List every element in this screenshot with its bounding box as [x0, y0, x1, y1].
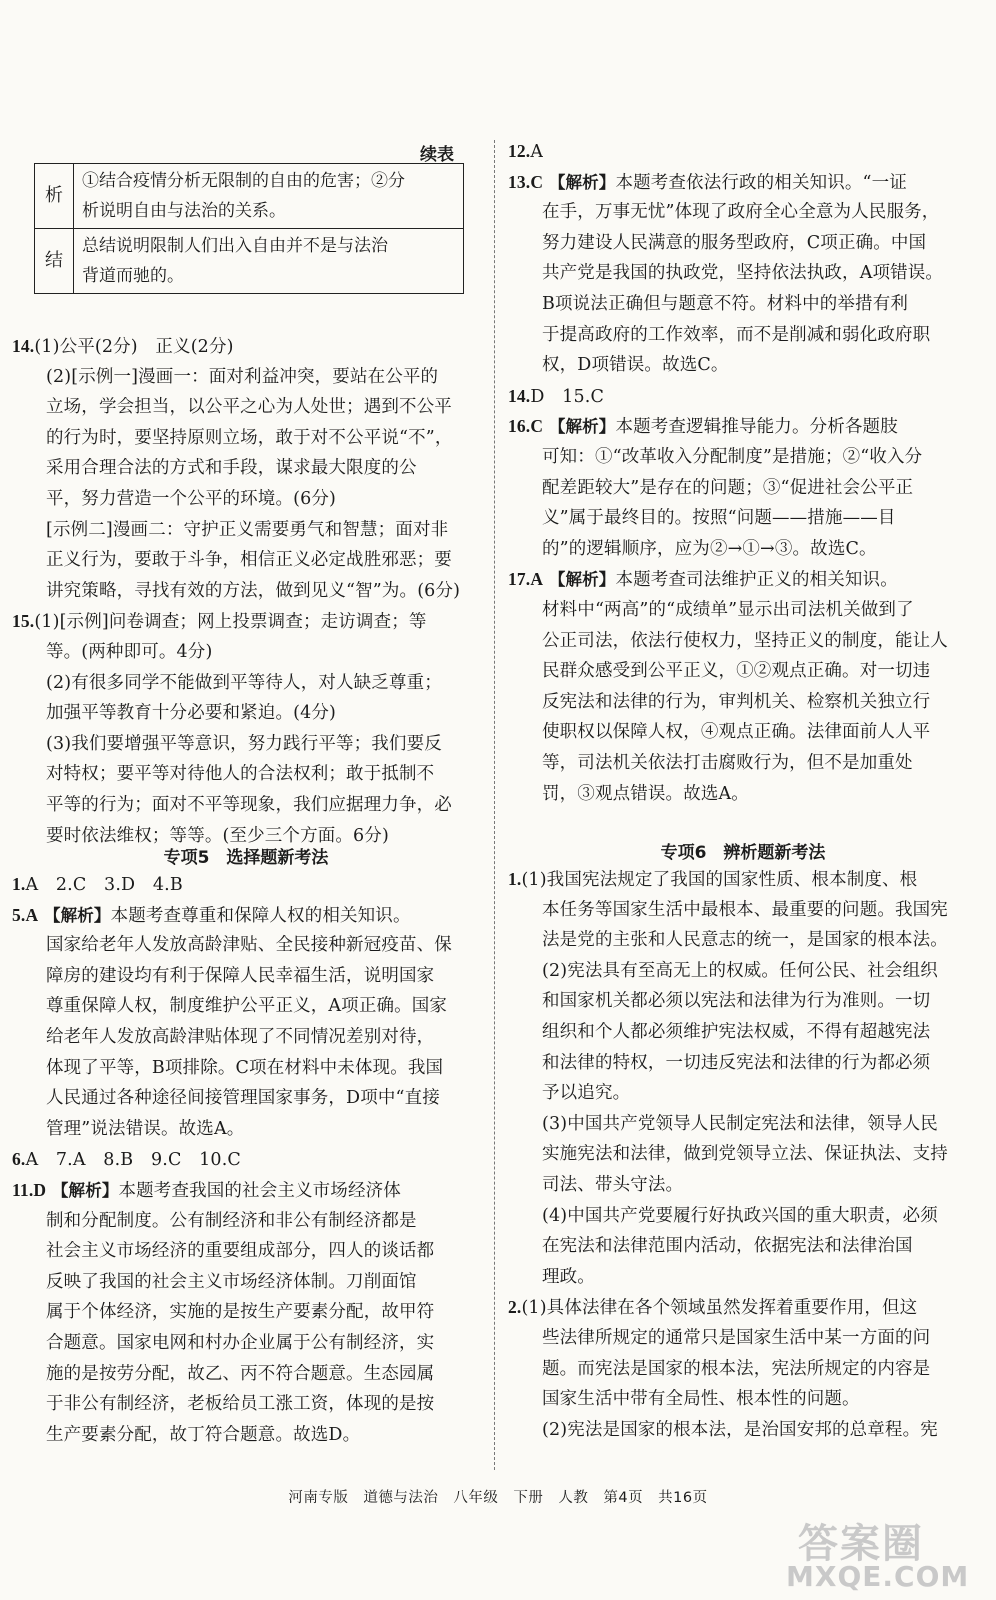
answer-text: (3)中国共产党领导人民制定宪法和法律，领导人民: [542, 1113, 938, 1134]
answer-line: [508, 1109, 948, 1140]
answer-block: [508, 564, 948, 809]
analysis-tag: 【解析】: [548, 570, 616, 590]
answer-text: (2)有很多同学不能做到平等待人，对人缺乏尊重；: [46, 672, 442, 693]
table-line: 析说明自由与法治的关系。: [82, 201, 286, 221]
question-number: 1.: [508, 869, 522, 889]
answer-choice: C: [530, 416, 544, 437]
answer-line: [508, 289, 943, 320]
section-title-5: 专项5 选择题新考法: [163, 848, 329, 868]
answer-block: [12, 869, 183, 900]
answer-line: [12, 1053, 452, 1084]
answer-line: [508, 864, 948, 895]
answer-line: [12, 698, 452, 729]
table-row-key: 结: [35, 229, 74, 294]
answer-line: [508, 895, 948, 926]
question-number: 11.: [12, 1180, 34, 1200]
continued-table: [34, 163, 464, 294]
answer-line: [508, 748, 948, 779]
answer-line: [12, 790, 452, 821]
answer-text: (2)宪法具有至高无上的权威。任何公民、社会组织: [542, 960, 938, 981]
page-footer: 河南专版 道德与法治 八年级 下册 人教 第4页 共16页: [288, 1490, 708, 1506]
answer-line: [12, 423, 460, 454]
answer-line: [12, 1114, 452, 1145]
answer-text: 属于个体经济，实施的是按生产要素分配，故甲符: [46, 1302, 435, 1323]
answer-text: A: [530, 142, 544, 162]
answer-text: 加强平等教育十分必要和紧迫。(4分): [46, 703, 336, 724]
answer-text: D 15.C: [530, 386, 604, 407]
answer-line: [508, 1139, 948, 1170]
answer-block: [508, 167, 943, 381]
answer-text: 使职权以保障人权，④观点正确。法律面前人人平: [542, 722, 931, 743]
answer-line: [508, 473, 922, 504]
answer-line: [508, 228, 943, 259]
answer-line: [12, 1206, 434, 1237]
answer-text: 采用合理合法的方式和手段，谋求最大限度的公: [46, 458, 417, 479]
answer-line: [12, 331, 460, 362]
answer-line: [508, 986, 948, 1017]
question-number: 15.: [12, 611, 35, 632]
answer-text: 尊重保障人权，制度维护公平正义，A项正确。国家: [46, 996, 448, 1017]
question-number: 2.: [508, 1297, 522, 1318]
answer-text: 平，努力营造一个公平的环境。(6分): [46, 488, 336, 509]
table-row: [35, 229, 464, 294]
answer-line: [508, 1415, 938, 1446]
answer-text: (1)我国宪法规定了我国的国家性质、根本制度、根: [521, 870, 918, 890]
answer-text: A 2.C 3.D 4.B: [25, 875, 183, 895]
answer-text: 正义行为，要敢于斗争，相信正义必定战胜邪恶；要: [46, 550, 452, 571]
answer-text: 和国家机关都必须以宪法和法律为行为准则。一切: [542, 991, 931, 1012]
answer-line: [12, 1144, 241, 1175]
answer-text: 合题意。国家电网和村办企业属于公有制经济，实: [46, 1332, 435, 1353]
answer-text: 罚，③观点错误。故选A。: [542, 783, 749, 804]
question-number: 1.: [12, 874, 26, 894]
watermark-logo: [746, 1512, 976, 1596]
answer-text: 可知：①“改革收入分配制度”是措施；②“收入分: [542, 446, 923, 467]
answer-text: 本题考查尊重和保障人权的相关知识。: [110, 905, 411, 926]
answer-line: [12, 392, 460, 423]
answer-block: [12, 1175, 434, 1450]
answer-choice: C: [530, 171, 544, 192]
analysis-tag: 【解析】: [51, 1181, 119, 1200]
answer-line: [508, 136, 543, 167]
answer-text: 配差距较大”是存在的问题；③“促进社会公平正: [542, 477, 914, 498]
answer-text: 等，司法机关依法打击腐败行为，但不是加重处: [542, 752, 913, 773]
answer-block: [508, 411, 922, 564]
table-row-key: 析: [35, 164, 74, 229]
answer-text: 平等的行为；面对不平等现象，我们应据理力争，必: [46, 794, 452, 815]
answer-text: 国家生活中带有全局性、根本性的问题。: [542, 1389, 860, 1410]
answer-line: [508, 411, 922, 442]
answer-line: [12, 961, 452, 992]
answer-line: [508, 1048, 948, 1079]
question-number: 6.: [12, 1149, 26, 1170]
answer-line: [508, 503, 922, 534]
answer-line: [12, 1022, 452, 1053]
answer-line: [508, 442, 922, 473]
answer-text: 本题考查依法行政的相关知识。“一证: [615, 172, 907, 193]
answer-text: [示例二]漫画二：守护正义需要勇气和智慧；面对非: [46, 519, 449, 540]
answer-line: [508, 1384, 938, 1415]
answer-line: [12, 576, 460, 607]
answer-line: [12, 1083, 452, 1114]
analysis-tag: 【解析】: [548, 172, 616, 192]
answer-line: [12, 1175, 434, 1206]
table-row-text: [74, 229, 464, 294]
answer-text: 义”属于最终目的。按照“问题——措施——目: [542, 508, 896, 529]
answer-text: 共产党是我国的执政党，坚持依法执政，A项错误。: [542, 263, 944, 284]
table-line: ①结合疫情分析无限制的自由的危害；②分: [82, 171, 405, 191]
answer-text: 人民通过各种途径间接管理国家事务，D项中“直接: [46, 1088, 440, 1109]
answer-text: (3)我们要增强平等意识，努力践行平等；我们要反: [46, 733, 442, 754]
answer-text: 对特权；要平等对待他人的合法权利；敢于抵制不: [46, 764, 435, 785]
answer-choice: A: [25, 904, 39, 925]
answer-line: [12, 930, 452, 961]
answer-block: [12, 1144, 241, 1175]
answer-line: [508, 1078, 948, 1109]
answer-line: [508, 717, 948, 748]
answer-text: 体现了平等，B项排除。C项在材料中未体现。我国: [46, 1057, 444, 1078]
answer-block: [12, 331, 460, 606]
answer-text: (2)宪法是国家的根本法，是治国安邦的总章程。宪: [542, 1419, 938, 1440]
answer-block: [508, 136, 543, 167]
answer-text: 立场，学会担当，以公平之心为人处世；遇到不公平: [46, 397, 452, 418]
section-title-6: 专项6 辨析题新考法: [660, 843, 826, 863]
answer-line: [508, 1231, 948, 1262]
answer-text: 给老年人发放高龄津贴体现了不同情况差别对待，: [46, 1026, 435, 1047]
answer-choice: D: [33, 1180, 47, 1200]
answer-line: [508, 258, 943, 289]
answer-line: [508, 534, 922, 565]
answer-line: [12, 1267, 434, 1298]
answer-line: [508, 320, 943, 351]
answer-line: [12, 545, 460, 576]
answer-text: 实施宪法和法律，做到党领导立法、保证执法、支持: [542, 1144, 948, 1165]
answer-line: [508, 197, 943, 228]
answer-text: 讲究策略，寻找有效的方法，做到见义“智”为。(6分): [46, 580, 461, 601]
answer-line: [12, 453, 460, 484]
answer-text: 施的是按劳分配，故乙、丙不符合题意。生态园属: [46, 1363, 435, 1384]
answer-text: 组织和个人都必须维护宪法权威，不得有超越宪法: [542, 1021, 931, 1042]
answer-line: [12, 900, 452, 931]
table-line: 背道而驰的。: [82, 266, 184, 286]
watermark-text: 答案圈: [798, 1521, 924, 1567]
answer-line: [12, 729, 452, 760]
answer-line: [508, 656, 948, 687]
answer-line: [508, 1323, 938, 1354]
answer-text: (1)公平(2分) 正义(2分): [34, 337, 234, 357]
answer-line: [12, 637, 452, 668]
answer-text: 民群众感受到公平正义，①②观点正确。对一切违: [542, 661, 931, 682]
answer-line: [508, 350, 943, 381]
answer-line: [12, 668, 452, 699]
question-number: 14.: [12, 336, 35, 356]
answer-text: 要时依法维权；等等。(至少三个方面。6分): [46, 825, 389, 846]
answer-text: 反宪法和法律的行为，审判机关、检察机关独立行: [542, 691, 931, 712]
answer-text: (1)具体法律在各个领域虽然发挥着重要作用，但这: [521, 1298, 918, 1319]
answer-line: [508, 687, 948, 718]
answer-line: [508, 1017, 948, 1048]
answer-text: A 7.A 8.B 9.C 10.C: [25, 1150, 241, 1171]
column-divider: [494, 140, 495, 1470]
answer-line: [12, 1328, 434, 1359]
answer-text: 司法、带头守法。: [542, 1174, 684, 1195]
answer-line: [508, 1201, 948, 1232]
question-number: 5.: [12, 904, 26, 925]
answer-block: [12, 900, 452, 1145]
answer-line: [508, 626, 948, 657]
table-row: [35, 164, 464, 229]
answer-line: [12, 1420, 434, 1451]
watermark-url: MXQE.COM: [786, 1560, 970, 1593]
answer-text: 的行为时，要坚持原则立场，敢于对不公平说“不”，: [46, 427, 453, 448]
answer-line: [508, 1292, 938, 1323]
answer-text: 题。而宪法是国家的根本法，宪法所规定的内容是: [542, 1358, 931, 1379]
answer-line: [12, 484, 460, 515]
table-row-text: [74, 164, 464, 229]
continued-label: 续表: [420, 145, 454, 165]
answer-line: [508, 1354, 938, 1385]
answer-line: [12, 991, 452, 1022]
answer-text: 公正司法，依法行使权力，坚持正义的制度，能让人: [542, 630, 948, 651]
answer-text: 予以追究。: [542, 1083, 631, 1104]
answer-block: [12, 606, 452, 851]
answer-text: B项说法正确但与题意不符。材料中的举措有利: [542, 293, 909, 314]
table-line: 总结说明限制人们出入自由并不是与法治: [82, 236, 388, 256]
answer-line: [12, 606, 452, 637]
answer-text: 管理”说法错误。故选A。: [46, 1118, 245, 1139]
answer-line: [12, 1297, 434, 1328]
answer-text: 本任务等国家生活中最根本、最重要的问题。我国宪: [542, 899, 948, 920]
answer-text: 障房的建设均有利于保障人民幸福生活，说明国家: [46, 965, 435, 986]
answer-line: [508, 167, 943, 198]
answer-line: [508, 564, 948, 595]
answer-block: [508, 381, 604, 412]
answer-text: 反映了我国的社会主义市场经济体制。刀削面馆: [46, 1271, 417, 1292]
answer-text: 本题考查逻辑推导能力。分析各题肢: [615, 417, 898, 438]
answer-line: [508, 779, 948, 810]
answer-text: (2)[示例一]漫画一：面对利益冲突，要站在公平的: [46, 366, 439, 387]
answer-line: [508, 925, 948, 956]
answer-text: 等。(两种即可。4分): [46, 641, 213, 662]
answer-line: [508, 956, 948, 987]
answer-line: [12, 869, 183, 900]
question-number: 16.: [508, 416, 531, 437]
answer-block: [508, 864, 948, 1292]
answer-text: 些法律所规定的通常只是国家生活中某一方面的问: [542, 1327, 931, 1348]
answer-text: 于非公有制经济，老板给员工涨工资，体现的是按: [46, 1394, 435, 1415]
answer-text: (1)[示例]问卷调查；网上投票调查；走访调查；等: [34, 612, 427, 633]
analysis-tag: 【解析】: [548, 417, 616, 437]
answer-line: [12, 515, 460, 546]
answer-line: [12, 759, 452, 790]
answer-text: 的”的逻辑顺序，应为②→①→③。故选C。: [542, 538, 877, 559]
answer-line: [12, 1359, 434, 1390]
answer-choice: A: [530, 569, 544, 590]
answer-line: [12, 1389, 434, 1420]
answer-line: [508, 1170, 948, 1201]
answer-line: [508, 595, 948, 626]
answer-text: 材料中“两高”的“成绩单”显示出司法机关做到了: [542, 599, 914, 620]
answer-line: [508, 381, 604, 412]
answer-block: [508, 1292, 938, 1445]
answer-text: 本题考查司法维护正义的相关知识。: [615, 570, 898, 591]
answer-text: 在宪法和法律范围内活动，依据宪法和法律治国: [542, 1236, 913, 1257]
answer-text: 法是党的主张和人民意志的统一，是国家的根本法。: [542, 930, 948, 951]
answer-line: [12, 362, 460, 393]
answer-text: 生产要素分配，故丁符合题意。故选D。: [46, 1424, 361, 1445]
question-number: 14.: [508, 385, 531, 406]
answer-text: 本题考查我国的社会主义市场经济体: [118, 1181, 401, 1201]
answer-line: [12, 1236, 434, 1267]
answer-text: 和法律的特权，一切违反宪法和法律的行为都必须: [542, 1052, 931, 1073]
answer-text: (4)中国共产党要履行好执政兴国的重大职责，必须: [542, 1205, 938, 1226]
question-number: 13.: [508, 171, 531, 192]
answer-text: 社会主义市场经济的重要组成部分，四人的谈话都: [46, 1241, 435, 1262]
answer-text: 于提高政府的工作效率，而不是削减和弱化政府职: [542, 324, 931, 345]
question-number: 17.: [508, 569, 531, 590]
answer-text: 努力建设人民满意的服务型政府，C项正确。中国: [542, 232, 927, 253]
question-number: 12.: [508, 141, 531, 161]
answer-text: 国家给老年人发放高龄津贴、全民接种新冠疫苗、保: [46, 935, 452, 956]
analysis-tag: 【解析】: [43, 905, 111, 925]
answer-text: 制和分配制度。公有制经济和非公有制经济都是: [46, 1210, 417, 1231]
answer-text: 在手，万事无忧”体现了政府全心全意为人民服务，: [542, 202, 940, 223]
answer-text: 权，D项错误。故选C。: [542, 355, 729, 376]
answer-line: [508, 1262, 948, 1293]
answer-text: 理政。: [542, 1266, 595, 1287]
